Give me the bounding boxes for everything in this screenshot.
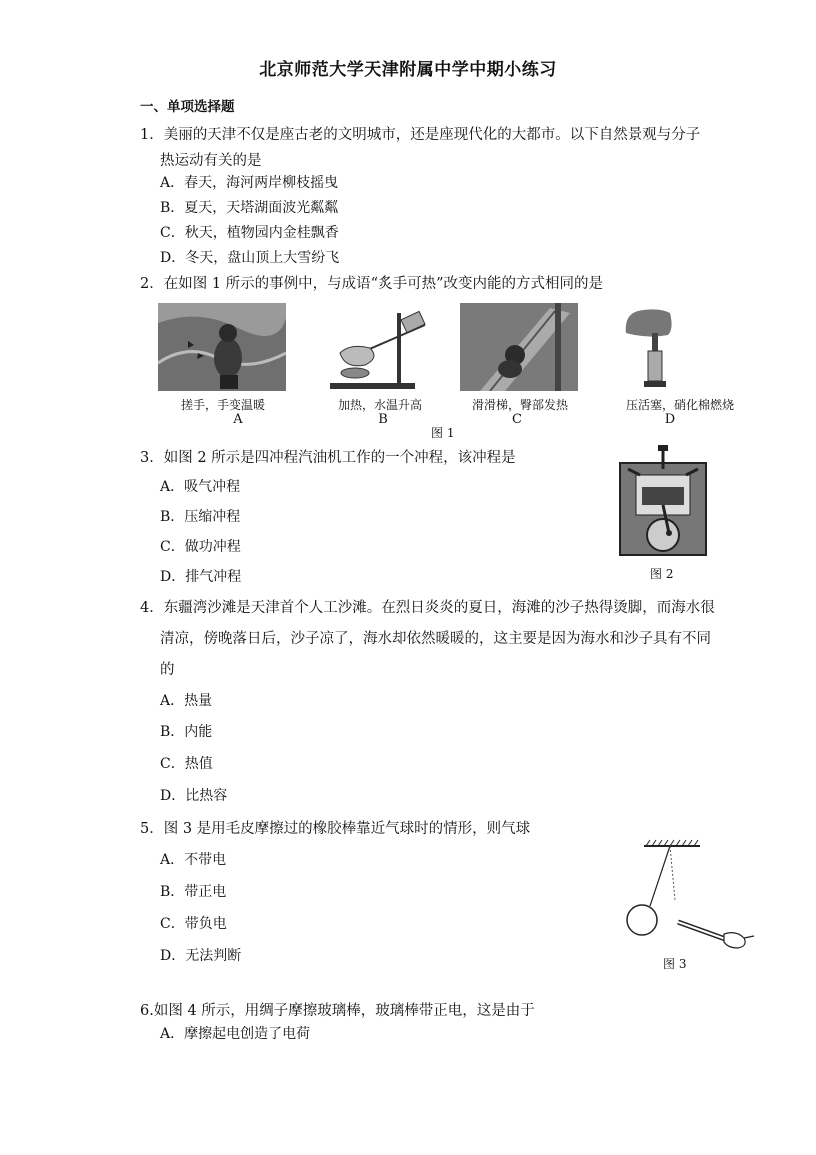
figure2-engine-stroke <box>614 445 714 563</box>
q4-option-d: D．比热容 <box>160 788 228 804</box>
q4-stem-line1: 4．东疆湾沙滩是天津首个人工沙滩。在烈日炎炎的夏日，海滩的沙子热得烫脚，而海水很 <box>140 600 715 616</box>
q5-stem: 5．图 3 是用毛皮摩擦过的橡胶棒靠近气球时的情形，则气球 <box>140 821 531 837</box>
q5-option-a: A．不带电 <box>160 852 227 868</box>
figure1-caption-c: 滑滑梯，臀部发热 <box>471 398 568 412</box>
q1-option-b: B．夏天，天塔湖面波光粼粼 <box>160 200 339 216</box>
q4-stem-line3: 的 <box>160 662 175 678</box>
q6-option-a: A．摩擦起电创造了电荷 <box>160 1026 311 1042</box>
q3-option-b: B．压缩冲程 <box>160 509 241 525</box>
figure1-a-rubbing-hands <box>158 303 286 391</box>
q4-option-b: B．内能 <box>160 724 213 740</box>
q2-stem: 2．在如图 1 所示的事例中，与成语“炙手可热”改变内能的方式相同的是 <box>140 276 603 292</box>
q5-option-d: D．无法判断 <box>160 948 242 964</box>
figure1-letter-a: A <box>233 412 243 427</box>
figure2-label: 图 2 <box>650 567 674 581</box>
q3-option-a: A．吸气冲程 <box>160 479 241 495</box>
figure3-balloon-rod <box>620 838 755 956</box>
q1-stem-line2: 热运动有关的是 <box>160 153 262 169</box>
q3-option-d: D．排气冲程 <box>160 569 242 585</box>
figure1-b-heating-water <box>325 303 435 391</box>
q6-stem: 6.如图 4 所示，用绸子摩擦玻璃棒，玻璃棒带正电，这是由于 <box>140 1003 535 1019</box>
q1-option-a: A．春天，海河两岸柳枝摇曳 <box>160 175 339 191</box>
q1-option-c: C．秋天，植物园内金桂飘香 <box>160 225 339 241</box>
q1-option-d: D．冬天，盘山顶上大雪纷飞 <box>160 250 340 266</box>
figure1-letter-d: D <box>664 412 676 427</box>
section-heading: 一、单项选择题 <box>140 99 235 115</box>
q3-option-c: C．做功冲程 <box>160 539 241 555</box>
q1-stem-line1: 1．美丽的天津不仅是座古老的文明城市，还是座现代化的大都市。以下自然景观与分子 <box>140 127 701 143</box>
q4-option-a: A．热量 <box>160 693 213 709</box>
q3-stem: 3．如图 2 所示是四冲程汽油机工作的一个冲程，该冲程是 <box>140 450 516 466</box>
figure1-label: 图 1 <box>431 426 455 440</box>
page-title: 北京师范大学天津附属中学中期小练习 <box>259 60 557 80</box>
figure3-label: 图 3 <box>663 957 687 971</box>
q4-stem-line2: 清凉，傍晚落日后，沙子凉了，海水却依然暖暖的，这主要是因为海水和沙子具有不同 <box>160 631 711 647</box>
figure1-letter-c: C <box>512 412 522 427</box>
figure1-caption-d: 压活塞，硝化棉燃烧 <box>625 398 734 412</box>
figure1-letter-b: B <box>378 412 388 427</box>
figure1-c-slide <box>460 303 578 391</box>
q5-option-b: B．带正电 <box>160 884 227 900</box>
figure1-caption-b: 加热，水温升高 <box>337 398 422 412</box>
figure1-caption-a: 搓手，手变温暖 <box>180 398 265 412</box>
q5-option-c: C．带负电 <box>160 916 227 932</box>
figure1-d-piston <box>618 303 678 391</box>
q4-option-c: C．热值 <box>160 756 213 772</box>
